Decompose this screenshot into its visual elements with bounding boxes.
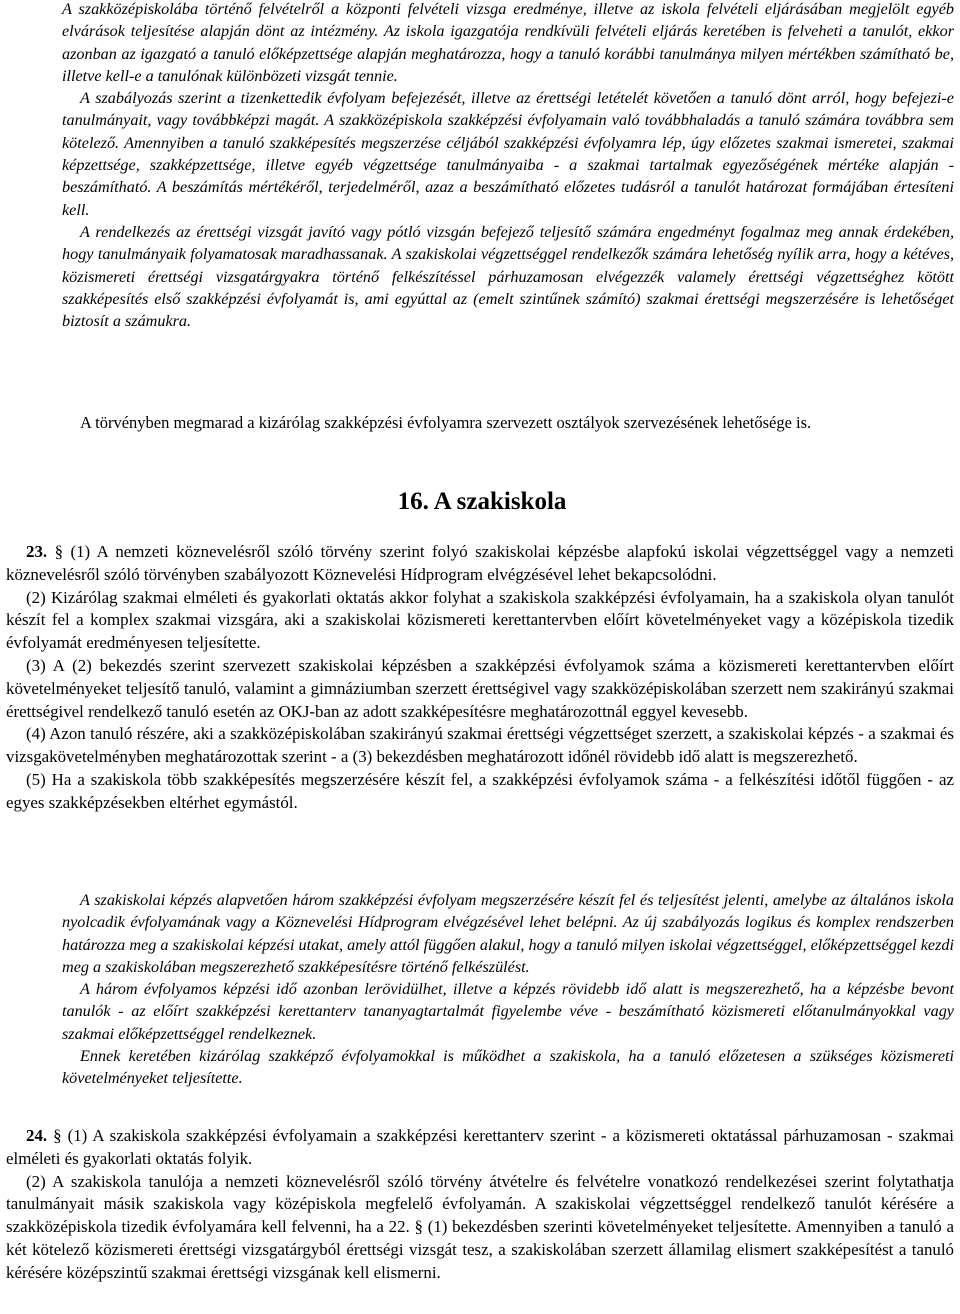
law-paragraph xyxy=(6,541,954,587)
commentary-block-top xyxy=(62,0,954,332)
commentary-paragraph: A szakközépiskolába történő felvételről a központi felvételi vizsga eredménye, illetve az iskola felvételi eljárásában megjelölt egyéb elvárások teljesítése alapján dönt az intézmény. Az iskola igazgatója rendkívüli felvételi eljárás keretében is felveheti a tanulót, ekkor azonban az igazgató a tanuló előképzettsége alapján meghatározza, hogy a tanuló korábbi tanulmánya milyen mértékben számítható be, illetve kell-e a tanulónak különbözeti vizsgát tennie. xyxy=(62,0,954,85)
paragraph-sign: § xyxy=(53,1126,62,1145)
commentary-block-middle xyxy=(62,889,954,1090)
law-paragraph xyxy=(6,1125,954,1171)
section-number: 24. xyxy=(26,1126,48,1145)
law-paragraph: (4) Azon tanuló részére, aki a szakközépiskolában szakirányú szakmai érettségi végzettséget szerzett, a szakiskolai képzés - a szakmai és vizsgakövetelményben meghatározottak szerint - a (3) bekezdésben meghatározott időnél rövidebb idő alatt is megszerezhető. xyxy=(6,724,954,767)
section-number: 23. xyxy=(26,542,48,561)
commentary-block-roman xyxy=(62,412,954,435)
law-paragraph: (3) A (2) bekezdés szerint szervezett szakiskolai képzésben a szakképzési évfolyamok száma a közismereti kerettantervben előírt követelményeket teljesítő tanuló, valamint a gimnáziumban szerzett érettségivel vagy szakközépiskolában szerzett nem szakirányú szakmai érettségivel rendelkező tanuló esetén az OKJ-ban az adott szakképesítésre meghatározottnál eggyel kevesebb. xyxy=(6,655,954,721)
law-paragraph: (2) A szakiskola tanulója a nemzeti köznevelésről szóló törvény átvételre és felvételre vonatkozó rendelkezései szerint folytathatja tanulmányait másik szakiskola vagy középiskola megfelelő évfolyamán. A szakiskolai végzettséggel rendelkező tanulót kérésére a szakközépiskola tizedik évfolyamára kell felvenni, ha a 22. § (1) bekezdésben szerinti követelményeket teljesítette. Amennyiben a tanuló a két kötelező közismereti érettségi vizsgatárgyból érettségi vizsgát tesz, a szakiskolában szerzett államilag elismert szakképesítést a tanuló kérésére középszintű szakmai érettségi vizsgának kell elismerni. xyxy=(6,1171,954,1282)
commentary-paragraph: Ennek keretében kizárólag szakképző évfolyamokkal is működhet a szakiskola, ha a tanuló előzetesen a szükséges közismereti követelményeket teljesítette. xyxy=(62,1047,954,1088)
commentary-paragraph: A törvényben megmarad a kizárólag szakképzési évfolyamra szervezett osztályok szervezésének lehetősége is. xyxy=(80,413,812,432)
law-paragraph: (2) Kizárólag szakmai elméleti és gyakorlati oktatás akkor folyhat a szakiskola szakképzési évfolyamain, ha a szakiskola olyan tanulót készít fel a komplex szakmai vizsgára, aki a szakiskolai közismereti kerettantervben előírt követelményeket vagy a középiskola tizedik évfolyamát eredményesen teljesítette. xyxy=(6,587,954,653)
law-section-23 xyxy=(6,541,954,815)
law-section-24 xyxy=(6,1125,954,1285)
law-text: (1) A nemzeti köznevelésről szóló törvény szerint folyó szakiskolai képzésbe alapfokú iskolai végzettséggel vagy a nemzeti köznevelésről szóló törvényben szabályozott Köznevelési Hídprogram elvégzésével lehet bekapcsolódni. xyxy=(6,542,954,584)
commentary-paragraph: A rendelkezés az érettségi vizsgát javító vagy pótló vizsgán befejező teljesítő számára engedményt fogalmaz meg annak érdekében, hogy tanulmányaik folyamatosak maradhassanak. A szakiskolai végzettséggel rendelkezők számára lehetőség nyílik arra, hogy a kétéves, közismereti érettségi vizsgatárgyakra történő felkészítéssel párhuzamosan elvégezzék valamely érettségi végzettséghez kötött szakképesítés első szakképzési évfolyamát is, ami egyúttal az (emelt szintűnek számító) szakmai érettségi megszerzésére is lehetőséget biztosít a számukra. xyxy=(62,222,954,331)
commentary-paragraph: A szabályozás szerint a tizenkettedik évfolyam befejezését, illetve az érettségi letételét követően a tanuló dönt arról, hogy befejezi-e tanulmányait, vagy továbbképzi magát. A szakközépiskola szakképzési évfolyamain való továbbhaladás a tanuló számára továbbra sem kötelező. Amennyiben a tanuló szakképesítés megszerzése céljából szakképzési évfolyamra lép, úgy előzetes szakmai ismeretei, szakmai képzettsége, szakképzettsége, illetve egyéb végzettsége tanulmányaiba - a szakmai tartalmak egyezőségének mértéke alapján - beszámítható. A beszámítás mértékéről, terjedelméről, azaz a beszámítható előzetes tudásról a tanulót határozat formájában értesíteni kell. xyxy=(62,89,954,219)
commentary-paragraph: A három évfolyamos képzési idő azonban lerövidülhet, illetve a képzés rövidebb idő alatt is megszerezhető, ha a képzésbe bevont tanulók - az előírt szakképzési kerettanterv tananyagtartalmát figyelembe véve - beszámítható közismereti előtanulmányokkal vagy szakmai előképzettséggel rendelkeznek. xyxy=(62,980,954,1043)
section-heading: 16. A szakiskola xyxy=(397,488,567,515)
commentary-paragraph: A szakiskolai képzés alapvetően három szakképzési évfolyam megszerzésére készít fel és teljesítést jelenti, amelybe az általános iskola nyolcadik évfolyamának vagy a Köznevelési Hídprogram elvégzésével lehet belépni. Az új szabályozás logikus és komplex rendszerben határozza meg a szakiskolai képzési utakat, amely attól függően alakul, hogy a tanuló milyen iskolai végzettséggel, előképzettséggel kezdi meg a szakiskolában megszerezhető szakképesítésre történő felkészülést. xyxy=(62,891,954,976)
paragraph-sign: § xyxy=(54,542,64,561)
law-text: (1) A szakiskola szakképzési évfolyamain a szakképzési kerettanterv szerint - a közismereti oktatással párhuzamosan - szakmai elméleti és gyakorlati oktatás folyik. xyxy=(6,1126,954,1168)
law-paragraph: (5) Ha a szakiskola több szakképesítés megszerzésére készít fel, a szakképzési évfolyamok száma - a felkészítési időtől függően - az egyes szakképzésekben eltérhet egymástól. xyxy=(6,769,954,812)
